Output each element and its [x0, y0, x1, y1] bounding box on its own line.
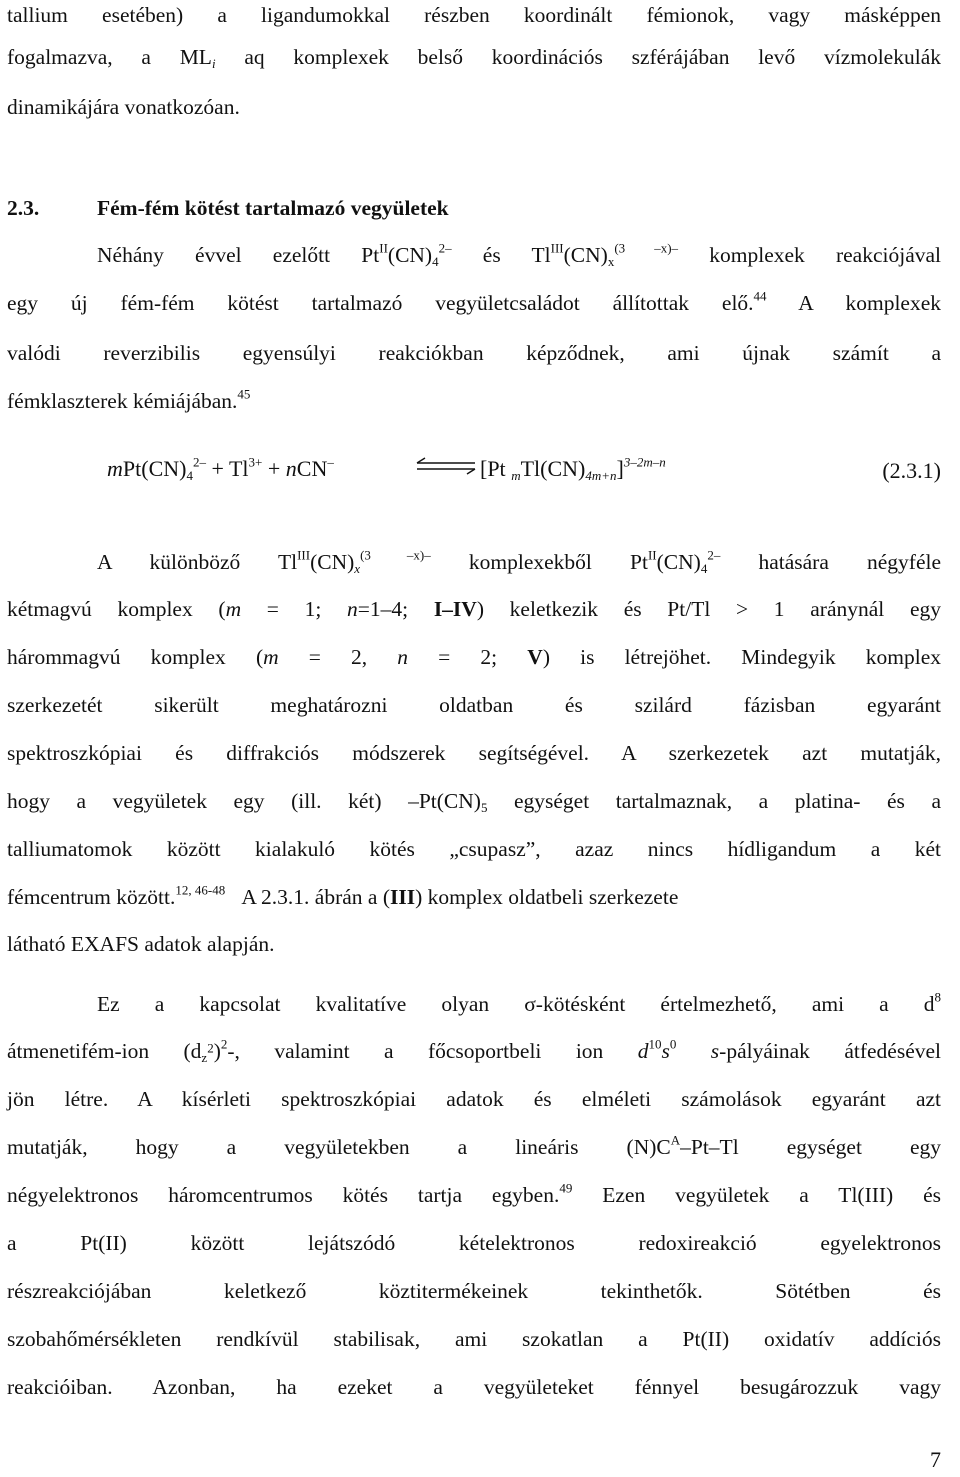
paragraph-1-line: egy új fém-fém kötést tartalmazó vegyületcsaládot állítottak elő.$^{44}$ A komplexek — [7, 288, 941, 315]
equilibrium-arrow-icon — [415, 456, 477, 476]
paragraph-3-line: jön létre. A kísérleti spektroszkópiai adatok és elméleti számolások egyaránt azt — [7, 1087, 941, 1111]
equation-right-side: [Pt $_mTl(CN)_{4m+n}]^{3-2m-n}$ — [480, 454, 666, 483]
paragraph-2-line: szerkezetét sikerült meghatározni oldatban és szilárd fázisban egyaránt — [7, 693, 941, 717]
paragraph-2-line: spektroszkópiai és diffrakciós módszerek segítségével. A szerkezetek azt mutatják, — [7, 741, 941, 765]
equation — [7, 450, 941, 490]
paragraph-2-line: talliumatomok között kialakuló kötés „csupasz”, azaz nincs hídligandum a két — [7, 837, 941, 861]
paragraph-2-line: fémcentrum között.$^{12, 46-48}$ A 2.3.1. ábrán a (III) komplex oldatbeli szerkezete — [7, 882, 679, 909]
paragraph-2-line: hogy a vegyületek egy (ill. két) $-Pt(CN)_5$ egységet tartalmaznak, a platina- és a — [7, 789, 941, 815]
paragraph-2-line: kétmagvú komplex (m = 1; n=1–4; I–IV) keletkezik és Pt/Tl > 1 aránynál egy — [7, 597, 941, 621]
paragraph-3-line: reakcióiban. Azonban, ha ezeket a vegyületeket fénnyel besugározzuk vagy — [7, 1375, 941, 1399]
paragraph-1-line: Néhány évvel ezelőtt $Pt^{II}(CN)_4^{2-}$ és $Tl^{III}(CN)_x^{(3 -x)-}$ komplexek reakciójával — [97, 240, 942, 269]
paragraph-2-line: A különböző $Tl^{III}(CN)_x^{(3 -x)-}$ komplexekből $Pt^{II}(CN)_4^{2-}$ hatására négyféle — [97, 547, 942, 576]
text-line: tallium esetében) a ligandumokkal részben koordinált fémionok, vagy másképpen — [7, 3, 941, 27]
paragraph-3-line: négyelektronos háromcentrumos kötés tartja egyben.$^{49}$ Ezen vegyületek a Tl(III) és — [7, 1180, 941, 1207]
page-number: 7 — [930, 1447, 941, 1472]
paragraph-1-line: valódi reverzibilis egyensúlyi reakciókban képződnek, ami újnak számít a — [7, 341, 941, 365]
text-line: fogalmazva, a $ML_i$ aq komplexek belső koordinációs szférájában levő vízmolekulák — [7, 45, 941, 71]
paragraph-2-line: hárommagvú komplex (m = 2, n = 2; V) is létrejöhet. Mindegyik komplex — [7, 645, 942, 669]
equation-number: (2.3.1) — [882, 458, 941, 483]
paragraph-1-line: fémklaszterek kémiájában.$^{45}$ — [7, 386, 251, 413]
equation-left-side: $mPt(CN)_4^{2-} + Tl^{3+} + nCN^-$ — [107, 454, 334, 483]
section-number: 2.3. — [7, 196, 40, 220]
paragraph-3-line: átmenetifém-ion $(d_{z^2})^2-$, valamint a főcsoportbeli ion $d^{10}s^0$ s-pályáinak átfedésével — [7, 1036, 942, 1065]
paragraph-3-line: Ez a kapcsolat kvalitatíve olyan σ-kötésként értelmezhető, ami a $d^8$ — [97, 989, 941, 1016]
text-line: dinamikájára vonatkozóan. — [7, 95, 240, 119]
paragraph-3-line: szobahőmérsékleten rendkívül stabilisak, ami szokatlan a Pt(II) oxidatív addíciós — [7, 1327, 941, 1351]
paragraph-3-line: a Pt(II) között lejátszódó kételektronos redoxireakció egyelektronos — [7, 1231, 941, 1255]
paragraph-3-line: részreakciójában keletkező köztitermékeinek tekinthetők. Sötétben és — [7, 1279, 941, 1303]
section-title: Fém-fém kötést tartalmazó vegyületek — [97, 196, 449, 220]
paragraph-2-line: látható EXAFS adatok alapján. — [7, 932, 275, 956]
paragraph-3-line: mutatják, hogy a vegyületekben a lineáris $(N)C^A-Pt-Tl$ egységet egy — [7, 1132, 941, 1159]
section-heading — [7, 193, 941, 223]
